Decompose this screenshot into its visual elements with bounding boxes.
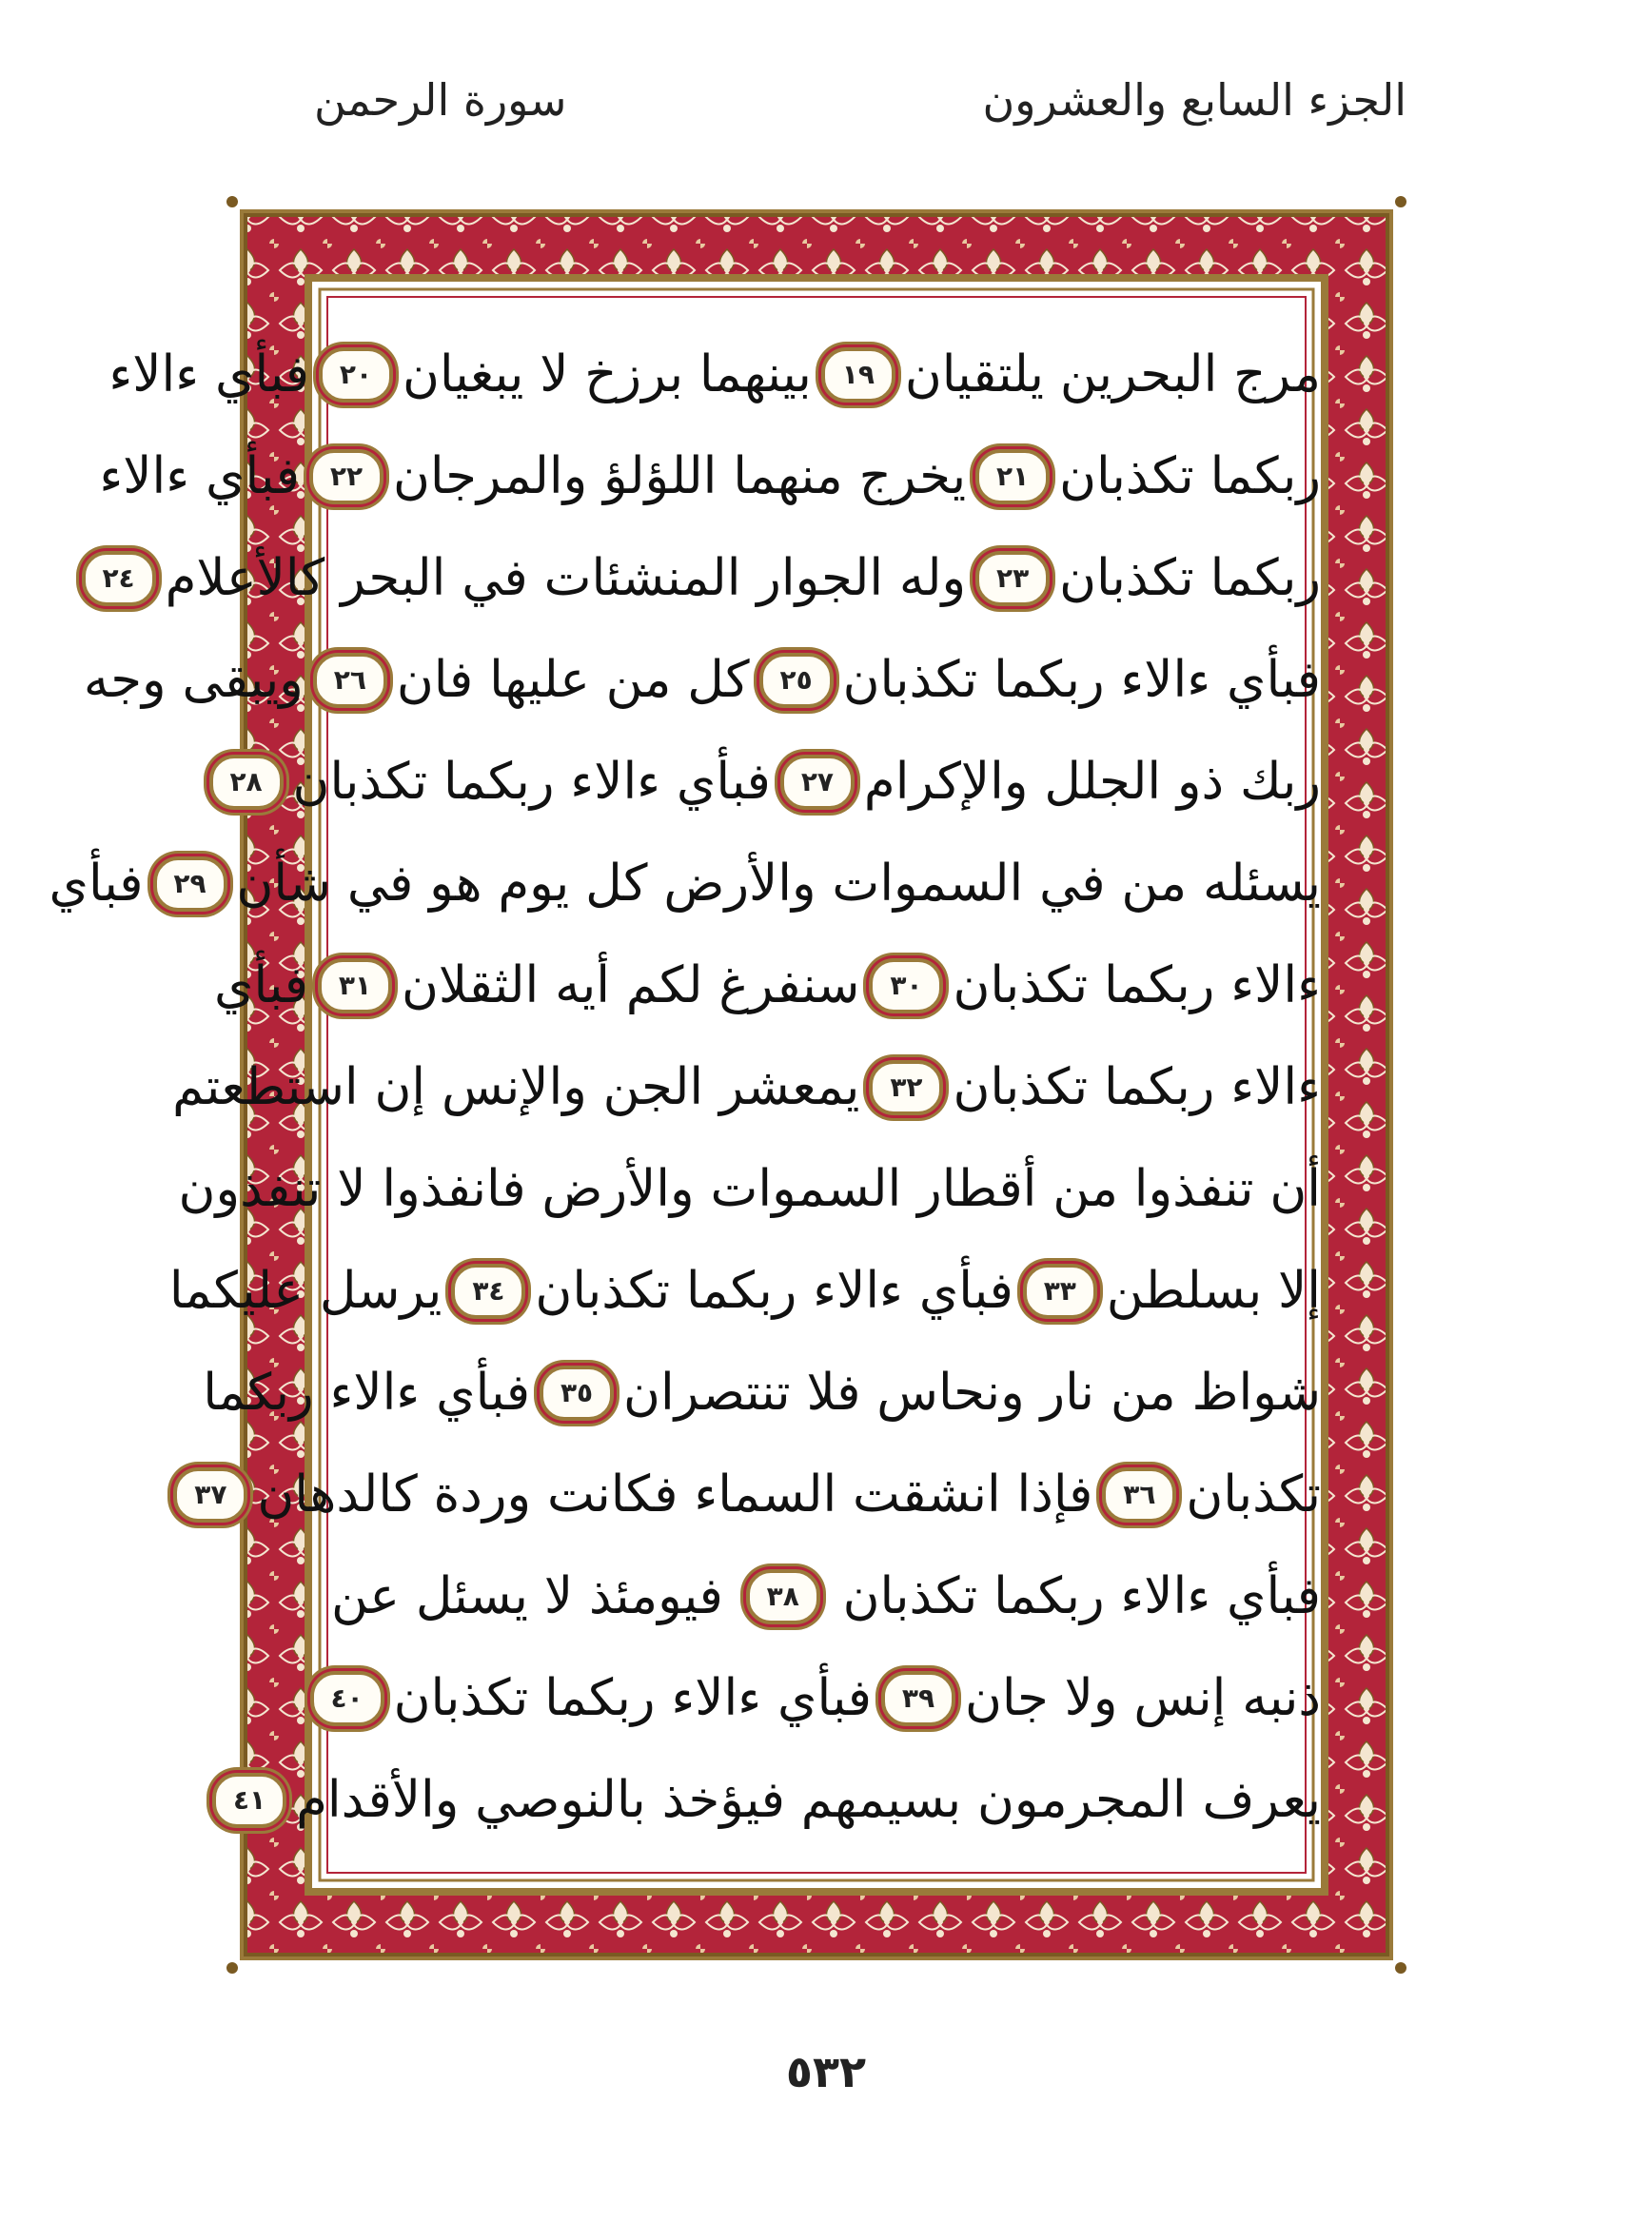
ayah-number-marker: ٢١ bbox=[975, 449, 1050, 504]
ayah-number-marker: ٢٧ bbox=[780, 755, 855, 810]
verse-text: يعرف المجرمون بسيمهم فيؤخذ بالنوصي والأقدام bbox=[296, 1771, 1321, 1829]
ayah-number-marker: ٢٤ bbox=[82, 551, 156, 606]
ayah-number-marker: ٣٧ bbox=[173, 1467, 247, 1523]
ayah-number-marker: ٣٤ bbox=[451, 1264, 525, 1319]
verse-line bbox=[83, 644, 1321, 717]
verse-text: فبأي ءالاء ربكما تكذبان bbox=[842, 651, 1321, 709]
verse-text: فبأي ءالاء bbox=[108, 345, 309, 403]
verse-text: ءالاء ربكما تكذبان bbox=[953, 1058, 1321, 1116]
verse-text: سنفرغ لكم أيه الثقلان bbox=[402, 956, 860, 1014]
verse-text: فبأي ءالاء ربكما تكذبان bbox=[535, 1262, 1013, 1320]
ayah-number-marker: ٢٢ bbox=[309, 449, 384, 504]
ayah-number-marker: ٣٦ bbox=[1102, 1467, 1176, 1523]
verse-text: ءالاء ربكما تكذبان bbox=[953, 956, 1321, 1014]
verse-text: مرج البحرين يلتقيان bbox=[904, 345, 1321, 403]
verse-text: فيومئذ لا يسئل عن bbox=[331, 1567, 723, 1625]
verse-line bbox=[172, 1052, 1321, 1124]
page-number: ٥٣٢ bbox=[785, 2046, 867, 2097]
verse-line bbox=[331, 1561, 1321, 1633]
ayah-number-marker: ٢٣ bbox=[975, 551, 1050, 606]
verse-line bbox=[178, 1153, 1321, 1226]
verse-text: شواظ من نار ونحاس فلا تنتصران bbox=[623, 1364, 1321, 1422]
verse-line bbox=[214, 950, 1321, 1022]
verse-line bbox=[194, 1459, 1321, 1531]
verse-line bbox=[99, 441, 1321, 513]
verse-text: يرسل عليكما bbox=[168, 1262, 442, 1320]
verse-line bbox=[108, 339, 1321, 411]
verse-text: فبأي ءالاء ربكما تكذبان bbox=[393, 1669, 872, 1727]
verse-line bbox=[49, 848, 1321, 920]
verse-text: فبأي ءالاء ربكما bbox=[203, 1364, 531, 1422]
verse-line bbox=[229, 746, 1321, 818]
verse-text: كل من عليها فان bbox=[396, 651, 750, 709]
verse-text: ربكما تكذبان bbox=[1059, 549, 1321, 607]
verse-line bbox=[168, 1255, 1321, 1327]
ayah-number-marker: ٢٩ bbox=[153, 856, 227, 912]
verse-line bbox=[102, 542, 1321, 615]
verse-text: تكذبان bbox=[1186, 1465, 1321, 1524]
verse-text: فبأي ءالاء ربكما تكذبان bbox=[292, 753, 771, 811]
verse-text: يمعشر الجن والإنس إن استطعتم bbox=[172, 1058, 860, 1116]
ayah-number-marker: ٤١ bbox=[212, 1773, 286, 1828]
verse-text: إلا بسلطن bbox=[1106, 1262, 1321, 1320]
ayah-number-marker: ٣٩ bbox=[881, 1671, 955, 1726]
ayah-number-marker: ٣٨ bbox=[746, 1569, 820, 1624]
ayah-number-marker: ٣٢ bbox=[869, 1060, 943, 1115]
verse-text: فبأي bbox=[214, 956, 308, 1014]
verse-text: فبأي ءالاء bbox=[99, 447, 300, 505]
ayah-number-marker: ٣٣ bbox=[1023, 1264, 1097, 1319]
verse-text: ربك ذو الجلل والإكرام bbox=[863, 753, 1321, 811]
quran-text-panel bbox=[49, 322, 1321, 1854]
ayah-number-marker: ٣١ bbox=[318, 958, 392, 1013]
verse-text: أن تنفذوا من أقطار السموات والأرض فانفذوا لا تنفذون bbox=[178, 1160, 1321, 1218]
ayah-number-marker: ٢٦ bbox=[313, 653, 387, 708]
ayah-number-marker: ٣٥ bbox=[540, 1366, 614, 1421]
ayah-number-marker: ١٩ bbox=[821, 347, 895, 403]
verse-text: ربكما تكذبان bbox=[1059, 447, 1321, 505]
verse-text: فإذا انشقت السماء فكانت وردة كالدهان bbox=[257, 1465, 1093, 1524]
juz-heading: الجزء السابع والعشرون bbox=[982, 74, 1406, 126]
verse-text: وله الجوار المنشئات في البحر كالأعلام bbox=[165, 549, 967, 607]
verse-line bbox=[203, 1357, 1321, 1429]
verse-line bbox=[233, 1764, 1321, 1837]
ayah-number-marker: ٢٥ bbox=[759, 653, 834, 708]
verse-text: فبأي ءالاء ربكما تكذبان bbox=[842, 1567, 1321, 1625]
verse-text: يخرج منهما اللؤلؤ والمرجان bbox=[393, 447, 967, 505]
surah-heading: سورة الرحمن bbox=[314, 74, 567, 126]
ayah-number-marker: ٢٠ bbox=[319, 347, 393, 403]
verse-line bbox=[331, 1662, 1321, 1735]
ayah-number-marker: ٢٨ bbox=[209, 755, 284, 810]
verse-text: يسئله من في السموات والأرض كل يوم هو في شأن bbox=[236, 855, 1321, 913]
verse-text: بينهما برزخ لا يبغيان bbox=[402, 345, 812, 403]
verse-text: ويبقى وجه bbox=[83, 651, 304, 709]
verse-text: ذنبه إنس ولا جان bbox=[964, 1669, 1321, 1727]
verse-text: فبأي bbox=[49, 855, 144, 913]
ayah-number-marker: ٣٠ bbox=[869, 958, 943, 1013]
ayah-number-marker: ٤٠ bbox=[310, 1671, 384, 1726]
